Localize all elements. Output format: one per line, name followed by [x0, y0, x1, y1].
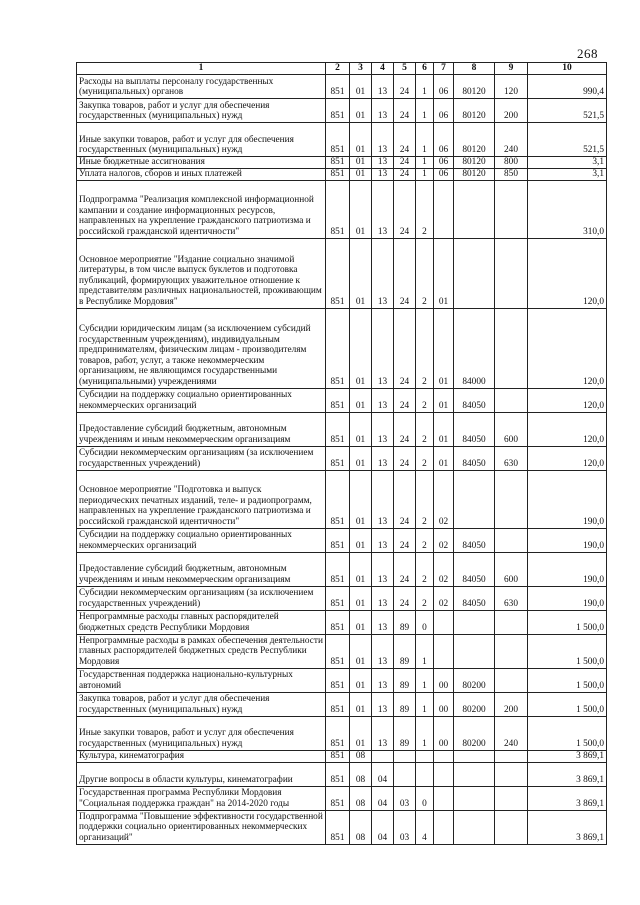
code-cell-2: 851	[326, 388, 350, 412]
code-cell-6: 1	[416, 634, 434, 668]
code-cell-4: 13	[372, 412, 394, 446]
table-row	[77, 762, 607, 786]
col-header-8: 8	[454, 63, 495, 75]
code-cell-8: 80120	[454, 157, 495, 169]
code-cell-4: 13	[372, 634, 394, 668]
code-cell-3: 01	[350, 168, 372, 180]
code-cell-2: 851	[326, 634, 350, 668]
code-cell-4: 13	[372, 308, 394, 388]
code-cell-2: 851	[326, 762, 350, 786]
code-cell-6	[416, 762, 434, 786]
amount-cell: 120,0	[528, 388, 607, 412]
code-cell-3: 01	[350, 75, 372, 99]
code-cell-9: 630	[495, 446, 528, 470]
code-cell-6: 1	[416, 123, 434, 157]
code-cell-8: 80200	[454, 716, 495, 750]
code-cell-4: 13	[372, 238, 394, 308]
code-cell-3: 08	[350, 762, 372, 786]
code-cell-5: 89	[394, 668, 416, 692]
amount-cell: 1 500,0	[528, 634, 607, 668]
description-cell: Субсидии некоммерческим организациям (за исключением государственных учреждений)	[77, 446, 326, 470]
code-cell-7: 01	[434, 308, 454, 388]
code-cell-9	[495, 470, 528, 528]
col-header-7: 7	[434, 63, 454, 75]
code-cell-2: 851	[326, 668, 350, 692]
code-cell-4: 13	[372, 446, 394, 470]
description-cell: Иные бюджетные ассигнования	[77, 157, 326, 169]
code-cell-5: 24	[394, 180, 416, 238]
description-cell: Закупка товаров, работ и услуг для обеспечения государственных (муниципальных) нужд	[77, 692, 326, 716]
code-cell-6: 2	[416, 412, 434, 446]
code-cell-4: 13	[372, 75, 394, 99]
code-cell-3: 01	[350, 528, 372, 552]
code-cell-8: 84050	[454, 552, 495, 586]
code-cell-6	[416, 750, 434, 762]
code-cell-5: 24	[394, 412, 416, 446]
description-cell: Непрограммные расходы главных распорядителей бюджетных средств Республики Мордовия	[77, 610, 326, 634]
code-cell-9: 800	[495, 157, 528, 169]
code-cell-8: 80120	[454, 99, 495, 123]
code-cell-9	[495, 308, 528, 388]
amount-cell: 3 869,1	[528, 810, 607, 844]
code-cell-2: 851	[326, 412, 350, 446]
code-cell-3: 01	[350, 308, 372, 388]
code-cell-3: 01	[350, 238, 372, 308]
description-cell: Предоставление субсидий бюджетным, автономным учреждениям и иным некоммерческим организациям	[77, 552, 326, 586]
code-cell-4	[372, 750, 394, 762]
description-cell: Государственная поддержка национально-культурных автономий	[77, 668, 326, 692]
code-cell-7: 06	[434, 99, 454, 123]
code-cell-4: 13	[372, 668, 394, 692]
code-cell-7: 02	[434, 528, 454, 552]
code-cell-7	[434, 610, 454, 634]
code-cell-4: 13	[372, 586, 394, 610]
table-row	[77, 157, 607, 169]
amount-cell: 1 500,0	[528, 692, 607, 716]
amount-cell: 3 869,1	[528, 786, 607, 810]
code-cell-5: 03	[394, 786, 416, 810]
code-cell-9: 600	[495, 412, 528, 446]
code-cell-3: 01	[350, 716, 372, 750]
code-cell-2: 851	[326, 750, 350, 762]
amount-cell: 3,1	[528, 168, 607, 180]
code-cell-8	[454, 180, 495, 238]
code-cell-2: 851	[326, 786, 350, 810]
code-cell-5: 89	[394, 716, 416, 750]
code-cell-2: 851	[326, 586, 350, 610]
code-cell-2: 851	[326, 692, 350, 716]
code-cell-8	[454, 470, 495, 528]
code-cell-9: 630	[495, 586, 528, 610]
table-row	[77, 750, 607, 762]
code-cell-3: 01	[350, 634, 372, 668]
table-row	[77, 446, 607, 470]
amount-cell: 120,0	[528, 412, 607, 446]
code-cell-7	[434, 750, 454, 762]
amount-cell: 3,1	[528, 157, 607, 169]
table-row	[77, 123, 607, 157]
amount-cell: 190,0	[528, 470, 607, 528]
amount-cell: 3 869,1	[528, 750, 607, 762]
description-cell: Предоставление субсидий бюджетным, автономным учреждениям и иным некоммерческим организациям	[77, 412, 326, 446]
col-header-1: 1	[77, 63, 326, 75]
description-cell: Уплата налогов, сборов и иных платежей	[77, 168, 326, 180]
table-row	[77, 610, 607, 634]
code-cell-8: 84050	[454, 528, 495, 552]
code-cell-8	[454, 750, 495, 762]
table-row	[77, 75, 607, 99]
amount-cell: 521,5	[528, 123, 607, 157]
code-cell-7	[434, 180, 454, 238]
code-cell-4: 13	[372, 388, 394, 412]
table-row	[77, 634, 607, 668]
code-cell-9: 240	[495, 123, 528, 157]
code-cell-2: 851	[326, 168, 350, 180]
code-cell-9	[495, 750, 528, 762]
code-cell-3: 01	[350, 470, 372, 528]
code-cell-7: 06	[434, 168, 454, 180]
code-cell-7: 01	[434, 238, 454, 308]
col-header-5: 5	[394, 63, 416, 75]
code-cell-5: 24	[394, 446, 416, 470]
code-cell-8: 84050	[454, 586, 495, 610]
code-cell-3: 01	[350, 610, 372, 634]
description-cell: Основное мероприятие "Издание социально значимой литературы, в том числе выпуск буклетов и подготовка публикаций, формирующих уважительное отношение к представителям различных национальностей, проживающим в Республике Мордовия"	[77, 238, 326, 308]
code-cell-7: 01	[434, 388, 454, 412]
code-cell-5: 89	[394, 610, 416, 634]
code-cell-7	[434, 810, 454, 844]
description-cell: Субсидии на поддержку социально ориентированных некоммерческих организаций	[77, 388, 326, 412]
code-cell-3: 01	[350, 552, 372, 586]
header-row	[77, 63, 607, 75]
table-row	[77, 99, 607, 123]
description-cell: Субсидии на поддержку социально ориентированных некоммерческих организаций	[77, 528, 326, 552]
code-cell-7: 06	[434, 157, 454, 169]
code-cell-8: 80200	[454, 692, 495, 716]
code-cell-3: 08	[350, 810, 372, 844]
code-cell-2: 851	[326, 810, 350, 844]
code-cell-6: 4	[416, 810, 434, 844]
code-cell-2: 851	[326, 180, 350, 238]
code-cell-5: 24	[394, 168, 416, 180]
code-cell-2: 851	[326, 238, 350, 308]
code-cell-8	[454, 610, 495, 634]
code-cell-4: 13	[372, 692, 394, 716]
code-cell-8	[454, 810, 495, 844]
description-cell: Субсидии юридическим лицам (за исключением субсидий государственным учреждениям), индивидуальным предпринимателям, физическим лицам - производителям товаров, работ, услуг, а также некоммерческим организациям, не являющимся государственными (муниципальными) учреждениями	[77, 308, 326, 388]
code-cell-5: 24	[394, 238, 416, 308]
code-cell-3: 01	[350, 586, 372, 610]
table-row	[77, 238, 607, 308]
amount-cell: 1 500,0	[528, 716, 607, 750]
code-cell-6: 2	[416, 528, 434, 552]
code-cell-8: 80120	[454, 123, 495, 157]
col-header-3: 3	[350, 63, 372, 75]
table-row	[77, 168, 607, 180]
amount-cell: 190,0	[528, 552, 607, 586]
code-cell-2: 851	[326, 528, 350, 552]
code-cell-6: 1	[416, 692, 434, 716]
description-cell: Другие вопросы в области культуры, кинематографии	[77, 762, 326, 786]
code-cell-3: 08	[350, 750, 372, 762]
code-cell-6: 2	[416, 388, 434, 412]
code-cell-4: 13	[372, 168, 394, 180]
code-cell-6: 2	[416, 180, 434, 238]
code-cell-3: 01	[350, 388, 372, 412]
code-cell-4: 13	[372, 157, 394, 169]
code-cell-5: 24	[394, 99, 416, 123]
code-cell-8	[454, 762, 495, 786]
code-cell-9: 240	[495, 716, 528, 750]
code-cell-3: 01	[350, 180, 372, 238]
description-cell: Подпрограмма "Реализация комплексной информационной кампании и создание информационных ресурсов, направленных на укрепление гражданского патриотизма и российской гражданской идентичности"	[77, 180, 326, 238]
code-cell-7: 00	[434, 668, 454, 692]
code-cell-5: 24	[394, 470, 416, 528]
code-cell-2: 851	[326, 308, 350, 388]
code-cell-6: 1	[416, 75, 434, 99]
amount-cell: 1 500,0	[528, 668, 607, 692]
amount-cell: 190,0	[528, 586, 607, 610]
amount-cell: 310,0	[528, 180, 607, 238]
code-cell-7	[434, 786, 454, 810]
code-cell-5: 24	[394, 75, 416, 99]
code-cell-4: 04	[372, 762, 394, 786]
code-cell-3: 01	[350, 123, 372, 157]
table-row	[77, 308, 607, 388]
code-cell-9: 850	[495, 168, 528, 180]
code-cell-5: 24	[394, 123, 416, 157]
code-cell-2: 851	[326, 99, 350, 123]
code-cell-6: 2	[416, 552, 434, 586]
description-cell: Расходы на выплаты персоналу государственных (муниципальных) органов	[77, 75, 326, 99]
table-row	[77, 180, 607, 238]
description-cell: Закупка товаров, работ и услуг для обеспечения государственных (муниципальных) нужд	[77, 99, 326, 123]
code-cell-7: 01	[434, 446, 454, 470]
code-cell-7	[434, 762, 454, 786]
code-cell-9	[495, 388, 528, 412]
code-cell-4: 13	[372, 528, 394, 552]
code-cell-4: 04	[372, 786, 394, 810]
code-cell-5: 24	[394, 157, 416, 169]
amount-cell: 1 500,0	[528, 610, 607, 634]
col-header-2: 2	[326, 63, 350, 75]
code-cell-9	[495, 634, 528, 668]
code-cell-3: 01	[350, 692, 372, 716]
table-row	[77, 552, 607, 586]
code-cell-4: 04	[372, 810, 394, 844]
code-cell-6: 0	[416, 786, 434, 810]
code-cell-7: 00	[434, 716, 454, 750]
code-cell-8: 80120	[454, 75, 495, 99]
code-cell-9: 120	[495, 75, 528, 99]
code-cell-6: 2	[416, 446, 434, 470]
table-row	[77, 786, 607, 810]
code-cell-6: 2	[416, 308, 434, 388]
code-cell-2: 851	[326, 470, 350, 528]
code-cell-3: 01	[350, 446, 372, 470]
code-cell-8: 80200	[454, 668, 495, 692]
amount-cell: 521,5	[528, 99, 607, 123]
code-cell-2: 851	[326, 610, 350, 634]
code-cell-4: 13	[372, 610, 394, 634]
code-cell-5: 24	[394, 528, 416, 552]
code-cell-8	[454, 786, 495, 810]
col-header-9: 9	[495, 63, 528, 75]
code-cell-9	[495, 762, 528, 786]
code-cell-7: 01	[434, 412, 454, 446]
code-cell-5: 24	[394, 388, 416, 412]
code-cell-8: 80120	[454, 168, 495, 180]
code-cell-5: 24	[394, 552, 416, 586]
description-cell: Субсидии некоммерческим организациям (за исключением государственных учреждений)	[77, 586, 326, 610]
code-cell-9	[495, 668, 528, 692]
code-cell-4: 13	[372, 470, 394, 528]
col-header-6: 6	[416, 63, 434, 75]
code-cell-2: 851	[326, 552, 350, 586]
code-cell-3: 01	[350, 668, 372, 692]
code-cell-9	[495, 180, 528, 238]
budget-table	[76, 62, 607, 845]
code-cell-8	[454, 238, 495, 308]
code-cell-9: 200	[495, 99, 528, 123]
amount-cell: 120,0	[528, 446, 607, 470]
table-row	[77, 810, 607, 844]
code-cell-9	[495, 528, 528, 552]
code-cell-3: 01	[350, 412, 372, 446]
code-cell-6: 1	[416, 668, 434, 692]
code-cell-7: 06	[434, 123, 454, 157]
code-cell-2: 851	[326, 157, 350, 169]
code-cell-4: 13	[372, 180, 394, 238]
code-cell-9	[495, 810, 528, 844]
code-cell-6: 1	[416, 168, 434, 180]
amount-cell: 120,0	[528, 238, 607, 308]
code-cell-2: 851	[326, 123, 350, 157]
code-cell-6: 1	[416, 99, 434, 123]
code-cell-6: 1	[416, 716, 434, 750]
code-cell-4: 13	[372, 552, 394, 586]
code-cell-9	[495, 610, 528, 634]
code-cell-4: 13	[372, 99, 394, 123]
code-cell-9: 600	[495, 552, 528, 586]
code-cell-2: 851	[326, 75, 350, 99]
description-cell: Подпрограмма "Повышение эффективности государственной поддержки социально ориентированных некоммерческих организаций"	[77, 810, 326, 844]
code-cell-8	[454, 634, 495, 668]
code-cell-6: 0	[416, 610, 434, 634]
table-row	[77, 412, 607, 446]
code-cell-5: 24	[394, 586, 416, 610]
description-cell: Основное мероприятие "Подготовка и выпуск периодических печатных изданий, теле- и радиопрограмм, направленных на укрепление гражданского патриотизма и российской гражданской идентичности"	[77, 470, 326, 528]
code-cell-5	[394, 762, 416, 786]
code-cell-8: 84000	[454, 308, 495, 388]
table-row	[77, 716, 607, 750]
code-cell-8: 84050	[454, 446, 495, 470]
description-cell: Иные закупки товаров, работ и услуг для обеспечения государственных (муниципальных) нужд	[77, 123, 326, 157]
description-cell: Иные закупки товаров, работ и услуг для обеспечения государственных (муниципальных) нужд	[77, 716, 326, 750]
table-row	[77, 528, 607, 552]
code-cell-3: 01	[350, 99, 372, 123]
code-cell-5: 24	[394, 308, 416, 388]
code-cell-7: 02	[434, 470, 454, 528]
code-cell-4: 13	[372, 716, 394, 750]
code-cell-5	[394, 750, 416, 762]
code-cell-7: 02	[434, 552, 454, 586]
amount-cell: 190,0	[528, 528, 607, 552]
table-row	[77, 388, 607, 412]
code-cell-3: 01	[350, 157, 372, 169]
page-number: 268	[577, 46, 598, 61]
code-cell-5: 89	[394, 692, 416, 716]
code-cell-6: 2	[416, 470, 434, 528]
description-cell: Непрограммные расходы в рамках обеспечения деятельности главных распорядителей бюджетных средств Республики Мордовия	[77, 634, 326, 668]
code-cell-9: 200	[495, 692, 528, 716]
code-cell-2: 851	[326, 716, 350, 750]
table-row	[77, 470, 607, 528]
col-header-10: 10	[528, 63, 607, 75]
code-cell-5: 89	[394, 634, 416, 668]
code-cell-9	[495, 786, 528, 810]
amount-cell: 3 869,1	[528, 762, 607, 786]
col-header-4: 4	[372, 63, 394, 75]
table-row	[77, 692, 607, 716]
code-cell-6: 2	[416, 238, 434, 308]
code-cell-4: 13	[372, 123, 394, 157]
code-cell-7	[434, 634, 454, 668]
code-cell-6: 1	[416, 157, 434, 169]
code-cell-7: 06	[434, 75, 454, 99]
code-cell-8: 84050	[454, 388, 495, 412]
code-cell-6: 2	[416, 586, 434, 610]
code-cell-7: 02	[434, 586, 454, 610]
amount-cell: 990,4	[528, 75, 607, 99]
code-cell-5: 03	[394, 810, 416, 844]
description-cell: Государственная программа Республики Мордовия "Социальная поддержка граждан" на 2014-2020 годы	[77, 786, 326, 810]
table-row	[77, 586, 607, 610]
code-cell-2: 851	[326, 446, 350, 470]
table-row	[77, 668, 607, 692]
amount-cell: 120,0	[528, 308, 607, 388]
code-cell-3: 08	[350, 786, 372, 810]
code-cell-9	[495, 238, 528, 308]
code-cell-7: 00	[434, 692, 454, 716]
description-cell: Культура, кинематография	[77, 750, 326, 762]
code-cell-8: 84050	[454, 412, 495, 446]
